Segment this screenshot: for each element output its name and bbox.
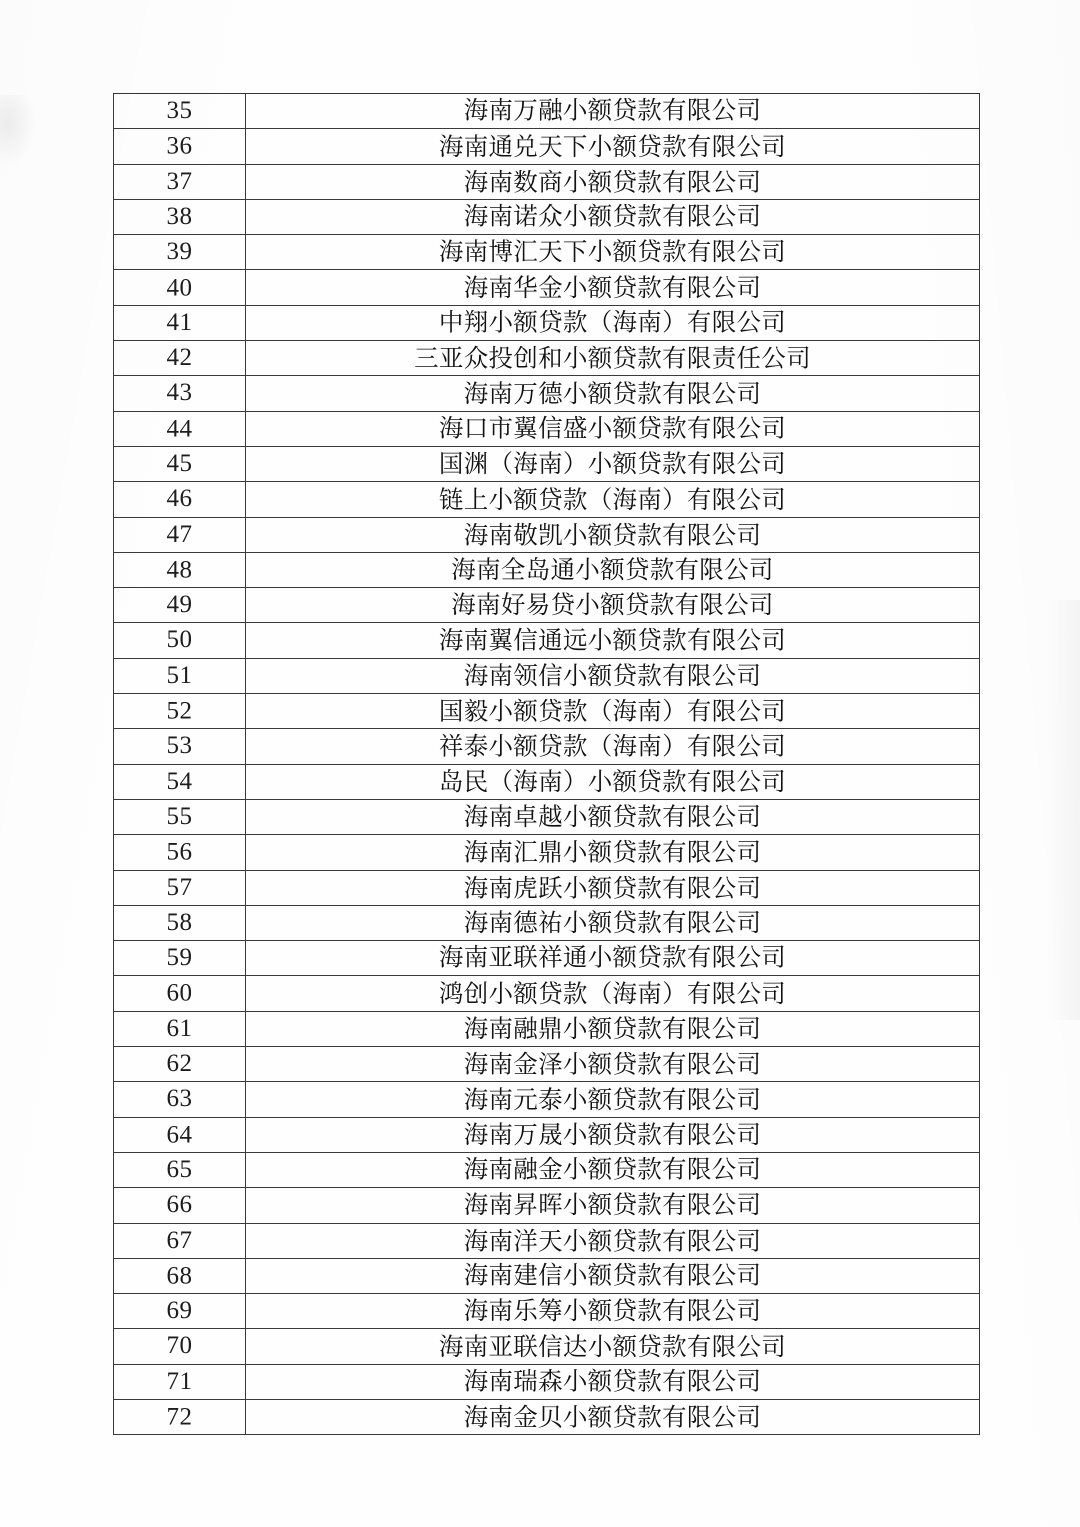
table-row [114, 976, 980, 1011]
institution-name-cell: 海南瑞森小额贷款有限公司 [246, 1364, 980, 1399]
table-row [114, 658, 980, 693]
institution-name-cell: 海南金泽小额贷款有限公司 [246, 1047, 980, 1082]
table-row [114, 1011, 980, 1046]
table-row [114, 411, 980, 446]
table-row [114, 1188, 980, 1223]
table-row [114, 799, 980, 834]
table-row [114, 1082, 980, 1117]
institution-name-cell: 海南敬凯小额贷款有限公司 [246, 518, 980, 553]
table-row [114, 1258, 980, 1293]
row-index-cell: 51 [114, 658, 246, 693]
row-index-cell: 70 [114, 1329, 246, 1364]
institution-name-cell: 海南万融小额贷款有限公司 [246, 93, 980, 128]
institution-name-cell: 海南融金小额贷款有限公司 [246, 1152, 980, 1187]
row-index-cell: 62 [114, 1047, 246, 1082]
institution-name-cell: 海南好易贷小额贷款有限公司 [246, 588, 980, 623]
row-index-cell: 68 [114, 1259, 246, 1294]
row-index-cell: 44 [114, 412, 246, 447]
table-row [114, 1329, 980, 1364]
table-row [114, 235, 980, 270]
row-index-cell: 55 [114, 799, 246, 834]
row-index-cell: 37 [114, 164, 246, 199]
table-row [114, 623, 980, 658]
institution-name-cell: 海南全岛通小额贷款有限公司 [246, 552, 980, 587]
row-index-cell: 52 [114, 694, 246, 729]
table-row [114, 517, 980, 552]
row-index-cell: 48 [114, 553, 246, 588]
row-index-cell: 64 [114, 1118, 246, 1153]
institution-name-cell: 国毅小额贷款（海南）有限公司 [246, 694, 980, 729]
row-index-cell: 65 [114, 1152, 246, 1187]
institution-name-cell: 链上小额贷款（海南）有限公司 [246, 482, 980, 517]
table-row [114, 1294, 980, 1329]
table-row [114, 446, 980, 481]
table-row [114, 1223, 980, 1258]
row-index-cell: 43 [114, 376, 246, 411]
row-index-cell: 58 [114, 905, 246, 940]
institution-name-cell: 海南德祐小额贷款有限公司 [246, 905, 980, 940]
table-body [114, 94, 980, 1435]
institution-name-cell: 海南亚联祥通小额贷款有限公司 [246, 940, 980, 975]
table-row [114, 199, 980, 234]
row-index-cell: 60 [114, 976, 246, 1011]
institution-name-cell: 海南博汇天下小额贷款有限公司 [246, 235, 980, 270]
row-index-cell: 42 [114, 341, 246, 376]
row-index-cell: 56 [114, 835, 246, 870]
scan-artifact-left [0, 95, 36, 165]
table-row [114, 729, 980, 764]
table-row [114, 905, 980, 940]
institution-name-cell: 中翔小额贷款（海南）有限公司 [246, 305, 980, 340]
row-index-cell: 39 [114, 235, 246, 270]
table-row [114, 270, 980, 305]
institution-name-cell: 海南昇晖小额贷款有限公司 [246, 1188, 980, 1223]
row-index-cell: 46 [114, 482, 246, 517]
institution-name-cell: 鸿创小额贷款（海南）有限公司 [246, 976, 980, 1011]
table-row [114, 164, 980, 199]
institution-name-cell: 海南汇鼎小额贷款有限公司 [246, 834, 980, 869]
row-index-cell: 38 [114, 199, 246, 234]
table-row [114, 694, 980, 729]
table-row [114, 1117, 980, 1152]
row-index-cell: 69 [114, 1294, 246, 1329]
table-row [114, 1152, 980, 1187]
row-index-cell: 72 [114, 1400, 246, 1435]
row-index-cell: 45 [114, 446, 246, 481]
institution-name-cell: 祥泰小额贷款（海南）有限公司 [246, 728, 980, 763]
institution-name-cell: 海南虎跃小额贷款有限公司 [246, 871, 980, 906]
institution-list-table [113, 93, 980, 1435]
table-row [114, 482, 980, 517]
institution-name-cell: 海南卓越小额贷款有限公司 [246, 799, 980, 834]
table-row [114, 835, 980, 870]
institution-name-cell: 海南亚联信达小额贷款有限公司 [246, 1329, 980, 1364]
institution-name-cell: 海南领信小额贷款有限公司 [246, 658, 980, 693]
row-index-cell: 67 [114, 1223, 246, 1258]
row-index-cell: 41 [114, 305, 246, 340]
row-index-cell: 36 [114, 129, 246, 164]
row-index-cell: 35 [114, 94, 246, 129]
scan-artifact-right [1040, 600, 1080, 1020]
table-row [114, 588, 980, 623]
institution-name-cell: 海口市翼信盛小额贷款有限公司 [246, 411, 980, 446]
row-index-cell: 53 [114, 729, 246, 764]
row-index-cell: 59 [114, 941, 246, 976]
row-index-cell: 49 [114, 588, 246, 623]
institution-name-cell: 国渊（海南）小额贷款有限公司 [246, 446, 980, 481]
institution-name-cell: 海南通兑天下小额贷款有限公司 [246, 129, 980, 164]
table-row [114, 1364, 980, 1399]
institution-name-cell: 海南元泰小额贷款有限公司 [246, 1082, 980, 1117]
row-index-cell: 50 [114, 623, 246, 658]
row-index-cell: 66 [114, 1188, 246, 1223]
row-index-cell: 61 [114, 1011, 246, 1046]
table-row [114, 1399, 980, 1434]
institution-name-cell: 海南翼信通远小额贷款有限公司 [246, 623, 980, 658]
institution-name-cell: 三亚众投创和小额贷款有限责任公司 [246, 341, 980, 376]
table-row [114, 376, 980, 411]
row-index-cell: 47 [114, 517, 246, 552]
table-row [114, 870, 980, 905]
table-row [114, 1047, 980, 1082]
institution-name-cell: 海南融鼎小额贷款有限公司 [246, 1011, 980, 1046]
institution-list-table-container [113, 93, 979, 1435]
row-index-cell: 57 [114, 870, 246, 905]
row-index-cell: 71 [114, 1364, 246, 1399]
institution-name-cell: 海南华金小额贷款有限公司 [246, 270, 980, 305]
table-row [114, 341, 980, 376]
institution-name-cell: 海南万晟小额贷款有限公司 [246, 1117, 980, 1152]
row-index-cell: 63 [114, 1082, 246, 1117]
institution-name-cell: 海南数商小额贷款有限公司 [246, 165, 980, 200]
institution-name-cell: 海南洋天小额贷款有限公司 [246, 1224, 980, 1259]
institution-name-cell: 海南诺众小额贷款有限公司 [246, 199, 980, 234]
institution-name-cell: 海南乐筹小额贷款有限公司 [246, 1294, 980, 1329]
institution-name-cell: 海南金贝小额贷款有限公司 [246, 1400, 980, 1435]
institution-name-cell: 岛民（海南）小额贷款有限公司 [246, 764, 980, 799]
row-index-cell: 40 [114, 270, 246, 305]
institution-name-cell: 海南建信小额贷款有限公司 [246, 1258, 980, 1293]
table-row [114, 94, 980, 129]
institution-name-cell: 海南万德小额贷款有限公司 [246, 376, 980, 411]
row-index-cell: 54 [114, 764, 246, 799]
table-row [114, 305, 980, 340]
table-row [114, 552, 980, 587]
table-row [114, 129, 980, 164]
table-row [114, 941, 980, 976]
table-row [114, 764, 980, 799]
